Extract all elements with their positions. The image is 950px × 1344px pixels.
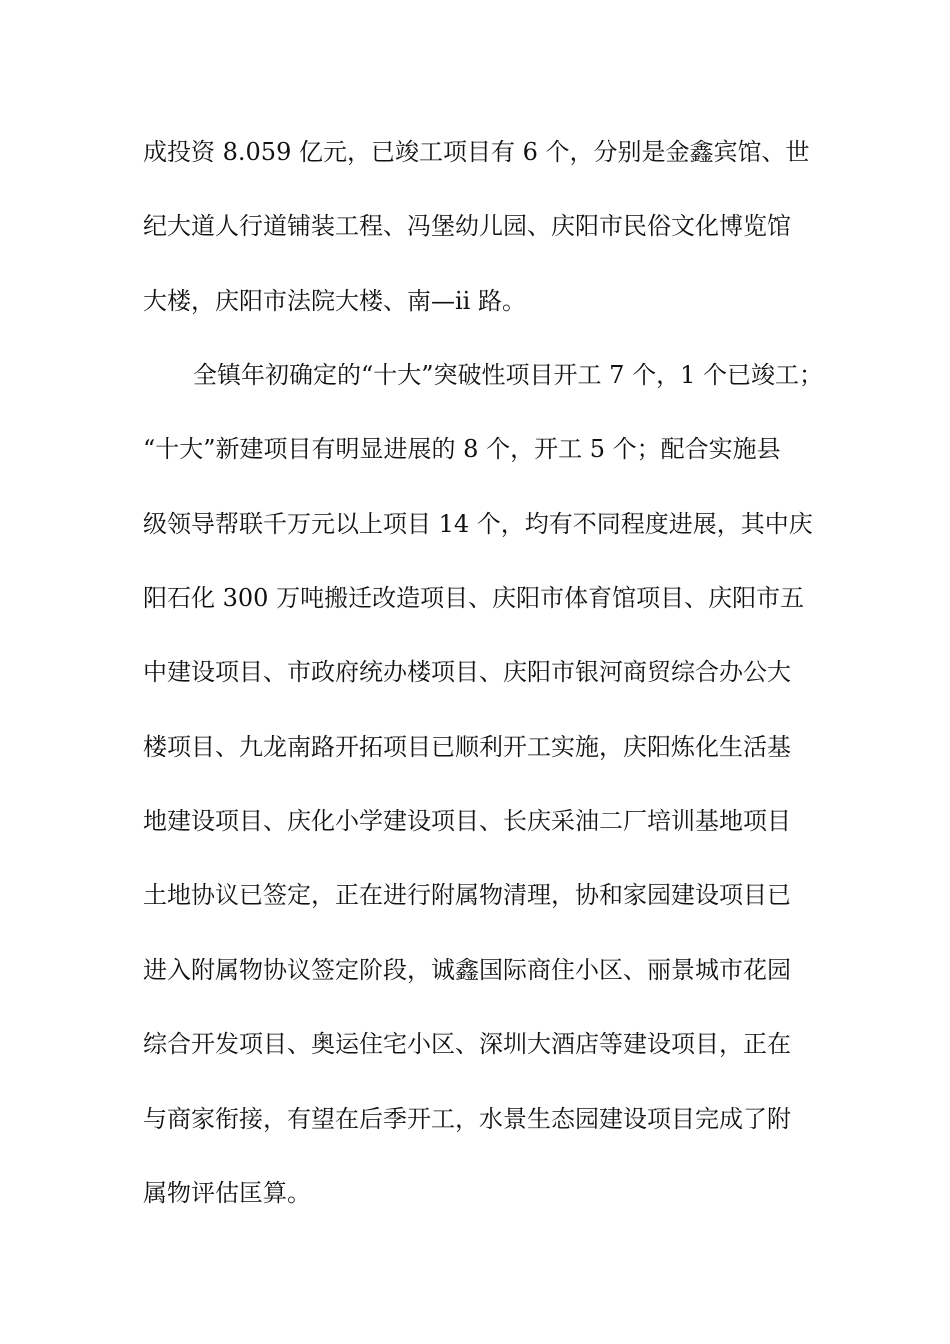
text-line: 成投资 8.059 亿元，已竣工项目有 6 个，分别是金鑫宾馆、世 bbox=[143, 138, 810, 166]
text-line: 土地协议已签定，正在进行附属物清理，协和家园建设项目已 bbox=[143, 881, 791, 909]
text-line: 与商家衔接，有望在后季开工，水景生态园建设项目完成了附 bbox=[143, 1105, 791, 1133]
paragraph-start-line: 全镇年初确定的“十大”突破性项目开工 7 个，1 个已竣工； bbox=[193, 361, 823, 389]
text-line: 纪大道人行道铺装工程、冯堡幼儿园、庆阳市民俗文化博览馆 bbox=[143, 212, 791, 240]
text-line: 进入附属物协议签定阶段，诚鑫国际商住小区、丽景城市花园 bbox=[143, 956, 791, 984]
text-line: 地建设项目、庆化小学建设项目、长庆采油二厂培训基地项目 bbox=[143, 807, 791, 835]
text-line: 大楼，庆阳市法院大楼、南—ii 路。 bbox=[143, 287, 526, 315]
text-line: 阳石化 300 万吨搬迁改造项目、庆阳市体育馆项目、庆阳市五 bbox=[143, 584, 805, 612]
text-line: 属物评估匡算。 bbox=[143, 1179, 311, 1207]
text-line: 楼项目、九龙南路开拓项目已顺利开工实施，庆阳炼化生活基 bbox=[143, 733, 791, 761]
text-line: 中建设项目、市政府统办楼项目、庆阳市银河商贸综合办公大 bbox=[143, 658, 791, 686]
text-line: 级领导帮联千万元以上项目 14 个，均有不同程度进展，其中庆 bbox=[143, 510, 813, 538]
text-line: “十大”新建项目有明显进展的 8 个，开工 5 个；配合实施县 bbox=[143, 435, 781, 463]
text-line: 综合开发项目、奥运住宅小区、深圳大酒店等建设项目，正在 bbox=[143, 1030, 791, 1058]
